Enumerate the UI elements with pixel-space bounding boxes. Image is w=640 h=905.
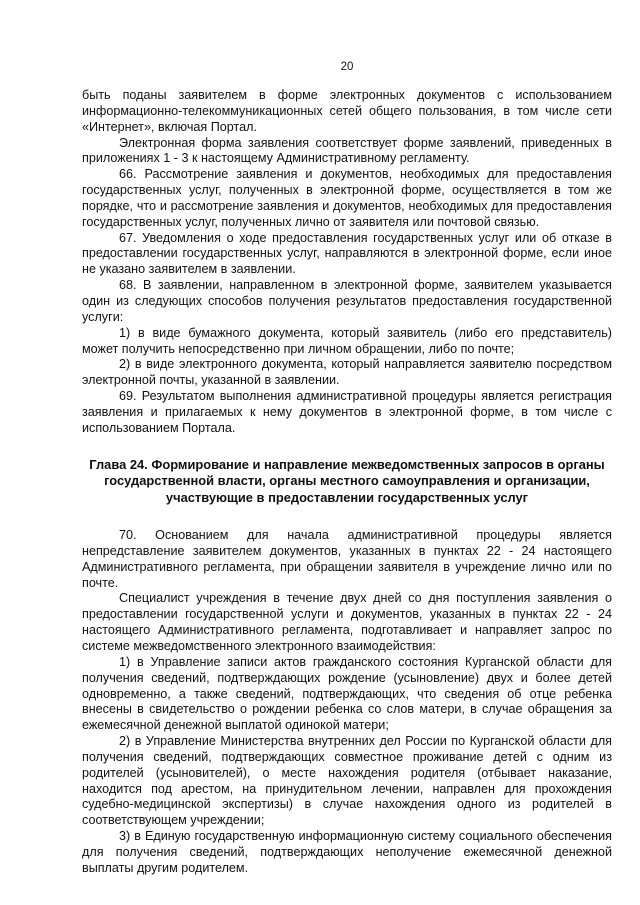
document-body bbox=[82, 88, 612, 877]
paragraph-request-item-2: 2) в Управление Министерства внутренних дел России по Курганской области для получения сведений, подтверждающих совместное проживание детей с одним из родителей (усыновителей), о месте нахождения родителя (отбывает наказание, находится под арестом, на принудительном лечении, направлен для прохождения судебно-медицинской экспертизы) в случае нахождения одного из родителей в соответствующем учреждении; bbox=[82, 734, 612, 828]
paragraph-specialist: Специалист учреждения в течение двух дней со дня поступления заявления о предоставлении государственной услуги и документов, указанных в пунктах 22 - 24 настоящего Административного регламента, подготавливает и направляет запрос по системе межведомственного электронного взаимодействия: bbox=[82, 591, 612, 653]
page-number: 20 bbox=[340, 61, 354, 73]
paragraph-continuation: быть поданы заявителем в форме электронных документов с использованием информационно-телекоммуникационных сетей общего пользования, в том числе сети «Интернет», включая Портал. bbox=[82, 88, 612, 134]
paragraph-67: 67. Уведомления о ходе предоставления государственных услуг или об отказе в предоставлении государственных услуг, направляются в электронной форме, если иное не указано заявителем в заявлении. bbox=[82, 230, 612, 277]
paragraph-request-item-3: 3) в Единую государственную информационную систему социального обеспечения для получения сведений, подтверждающих неполучение ежемесячной денежной выплаты другим родителем. bbox=[82, 829, 612, 875]
paragraph-68-item-2: 2) в виде электронного документа, который направляется заявителю посредством электронной почты, указанной в заявлении. bbox=[82, 357, 612, 388]
paragraph-66: 66. Рассмотрение заявления и документов, необходимых для предоставления государственных услуг, полученных в электронной форме, осуществляется в том же порядке, что и рассмотрение заявления и документов, необходимых для предоставления государственных услуг, полученных лично от заявителя или почтовой связью. bbox=[82, 167, 612, 229]
paragraph-request-item-1: 1) в Управление записи актов гражданского состояния Курганской области для получения сведений, подтверждающих рождение (усыновление) двух и более детей одновременно, а также сведений, подтверждающих, что сведения об отце ребенка внесены в свидетельство о рождении ребенка со слов матери, в случае обращения за ежемесячной денежной выплатой одинокой матери; bbox=[82, 654, 612, 733]
paragraph-69: 69. Результатом выполнения административной процедуры является регистрация заявления и прилагаемых к нему документов в электронной форме, в том числе с использованием Портала. bbox=[82, 389, 612, 435]
paragraph-electronic-form: Электронная форма заявления соответствует форме заявлений, приведенных в приложениях 1 - 3 к настоящему Административному регламенту. bbox=[82, 135, 612, 166]
paragraph-70: 70. Основанием для начала административной процедуры является непредставление заявителем документов, указанных в пунктах 22 - 24 настоящего Административного регламента, при обращении заявителя в учреждение лично или по почте. bbox=[82, 528, 612, 590]
chapter-24-heading: Глава 24. Формирование и направление межведомственных запросов в органы государственной власти, органы местного самоуправления и организации, участвующие в предоставлении государственных услуг bbox=[89, 456, 605, 505]
paragraph-68: 68. В заявлении, направленном в электронной форме, заявителем указывается один из следующих способов получения результатов предоставления государственной услуги: bbox=[82, 278, 612, 324]
paragraph-68-item-1: 1) в виде бумажного документа, который заявитель (либо его представитель) может получить непосредственно при личном обращении, либо по почте; bbox=[82, 325, 612, 356]
